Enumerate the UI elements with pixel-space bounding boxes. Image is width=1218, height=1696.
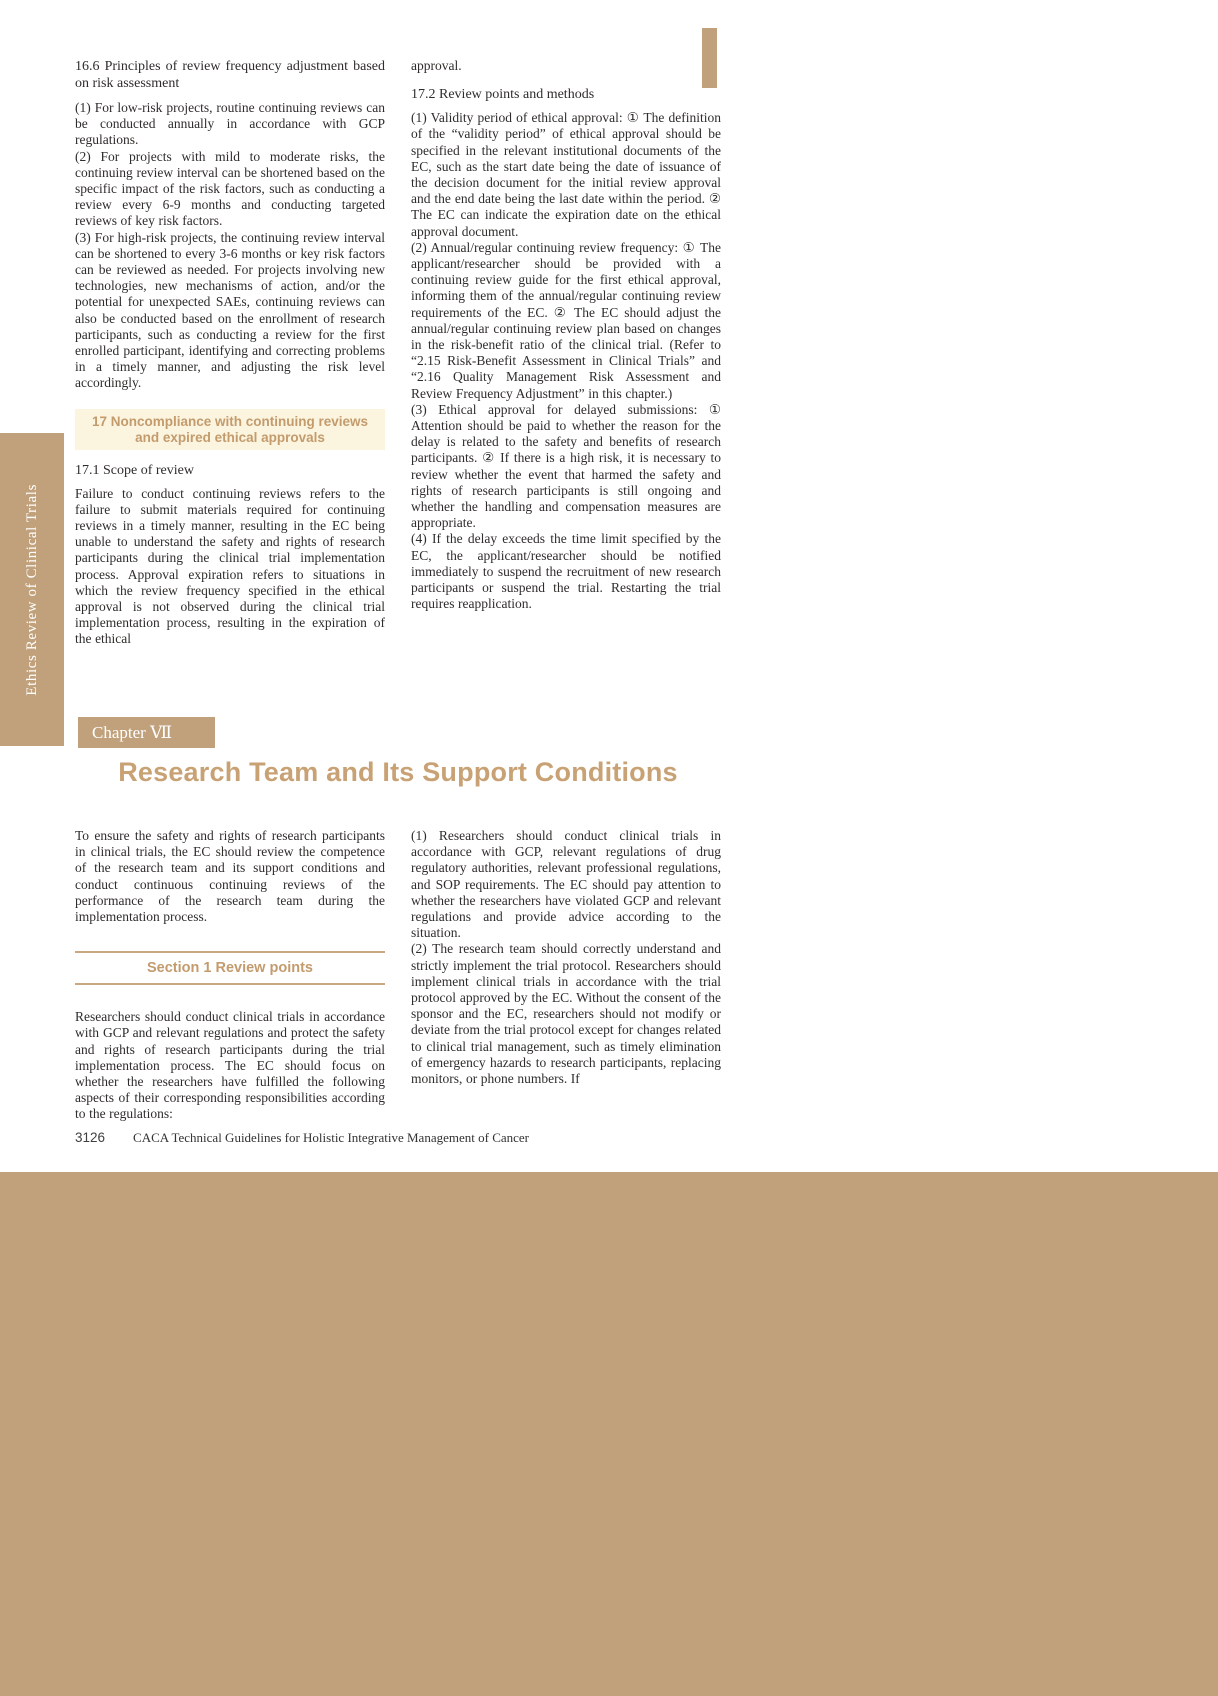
heading-17-noncompliance: 17 Noncompliance with continuing reviews and expired ethical approvals (75, 409, 385, 450)
lower-right-column (411, 828, 721, 1123)
paragraph-16-6-1: (1) For low-risk projects, routine continuing reviews can be conducted annually in accordance with GCP regulations. (75, 100, 385, 148)
page-number: 3126 (75, 1130, 106, 1145)
upper-left-column (75, 58, 385, 648)
heading-17-1: 17.1 Scope of review (75, 462, 194, 478)
page-footer (75, 1130, 721, 1146)
paragraph-continued: approval. (411, 58, 462, 73)
heading-17-2: 17.2 Review points and methods (411, 87, 595, 103)
section-1-heading: Section 1 Review points (75, 951, 385, 985)
chapter-title: Research Team and Its Support Conditions (118, 757, 678, 787)
paragraph-16-6-2: (2) For projects with mild to moderate risks, the continuing review interval can be shortened based on the specific impact of the risk factors, such as conducting a review every 6-9 months and conducting targeted reviews of key risk factors. (75, 148, 385, 229)
paragraph-17-1: Failure to conduct continuing reviews refers to the failure to submit materials required for continuing reviews in a timely manner, resulting in the EC being unable to understand the safety and rights of research participants during the clinical trial implementation process. Approval expiration refers to situations in which the review frequency specified in the ethical approval is not observed during the clinical trial implementation process, resulting in the expiration of the ethical (75, 485, 385, 647)
paragraph-17-2-2: (2) Annual/regular continuing review frequency: ① The applicant/researcher should be provided with a continuing review guide for the first ethical approval, informing them of the annual/regular continuing review requirements of the EC. ② The EC should adjust the annual/regular continuing review plan based on changes in the risk-benefit ratio of the clinical trial. (Refer to “2.15 Risk-Benefit Assessment in Clinical Trials” and “2.16 Quality Management Risk Assessment and Review Frequency Adjustment” in this chapter.) (411, 239, 721, 401)
paragraph-17-2-3: (3) Ethical approval for delayed submissions: ① Attention should be paid to whether the reason for the delay is related to the safety and benefits of research participants. ② If there is a high risk, it is necessary to review whether the event that harmed the safety and rights of research participants is still ongoing and whether the handling and compensation measures are appropriate. (411, 401, 721, 531)
section-1-paragraph-right-1: (1) Researchers should conduct clinical trials in accordance with GCP, relevant regulations of drug regulatory authorities, relevant professional regulations, and SOP requirements. The EC should pay attention to whether the researchers have violated GCP and relevant regulations and provide advice according to the situation. (411, 828, 721, 941)
paragraph-17-2-1: (1) Validity period of ethical approval: ① The definition of the “validity period” of ethical approval should be specified in the relevant institutional documents of the EC, such as the start date being the date of issuance of the decision document for the initial review approval and the end date being the last date within the period. ② The EC can indicate the expiration date on the ethical approval document. (411, 110, 721, 239)
heading-16-6: 16.6 Principles of review frequency adjustment based on risk assessment (75, 59, 385, 91)
paragraph-16-6-3: (3) For high-risk projects, the continuing review interval can be shortened to every 3-6 months or key risk factors can be reviewed as needed. For projects involving new technologies, new mechanisms of action, and/or the potential for unexpected SAEs, continuing reviews can also be conducted based on the enrollment of research participants, such as conducting a review for the first enrolled participant, identifying and correcting problems in a timely manner, and adjusting the risk level accordingly. (75, 229, 385, 391)
side-tab-label: Ethics Review of Clinical Trials (23, 483, 40, 696)
lower-left-column (75, 828, 385, 1123)
book-title: CACA Technical Guidelines for Holistic Integrative Management of Cancer (133, 1130, 530, 1145)
chapter-side-tab (0, 433, 64, 746)
section-1-paragraph-left: Researchers should conduct clinical trials in accordance with GCP and relevant regulations and protect the safety and rights of research participants during the trial implementation process. The EC should focus on whether the researchers have fulfilled the following aspects of their corresponding responsibilities according to the regulations: (75, 1009, 385, 1122)
chapter-intro-paragraph: To ensure the safety and rights of research participants in clinical trials, the EC should review the competence of the research team and its support conditions and conduct continuous continuing reviews of the performance of the research team during the implementation process. (75, 828, 385, 925)
section-1-paragraph-right-2: (2) The research team should correctly understand and strictly implement the trial protocol. Researchers should implement clinical trials in accordance with the trial protocol approved by the EC. Without the consent of the sponsor and the EC, researchers should not modify or deviate from the trial protocol except for changes related to clinical trial management, such as timely elimination of emergency hazards to research participants, replacing monitors, or phone numbers. If (411, 941, 721, 1087)
upper-right-column (411, 58, 721, 648)
bottom-color-band (0, 1172, 1218, 1696)
upper-text-block (75, 58, 721, 648)
chapter-banner: Chapter Ⅶ (78, 717, 215, 748)
paragraph-17-2-4: (4) If the delay exceeds the time limit specified by the EC, the applicant/researcher should be notified immediately to suspend the recruitment of new research participants or suspend the trial. Restarting the trial requires reapplication. (411, 531, 721, 612)
lower-text-block (75, 828, 721, 1123)
